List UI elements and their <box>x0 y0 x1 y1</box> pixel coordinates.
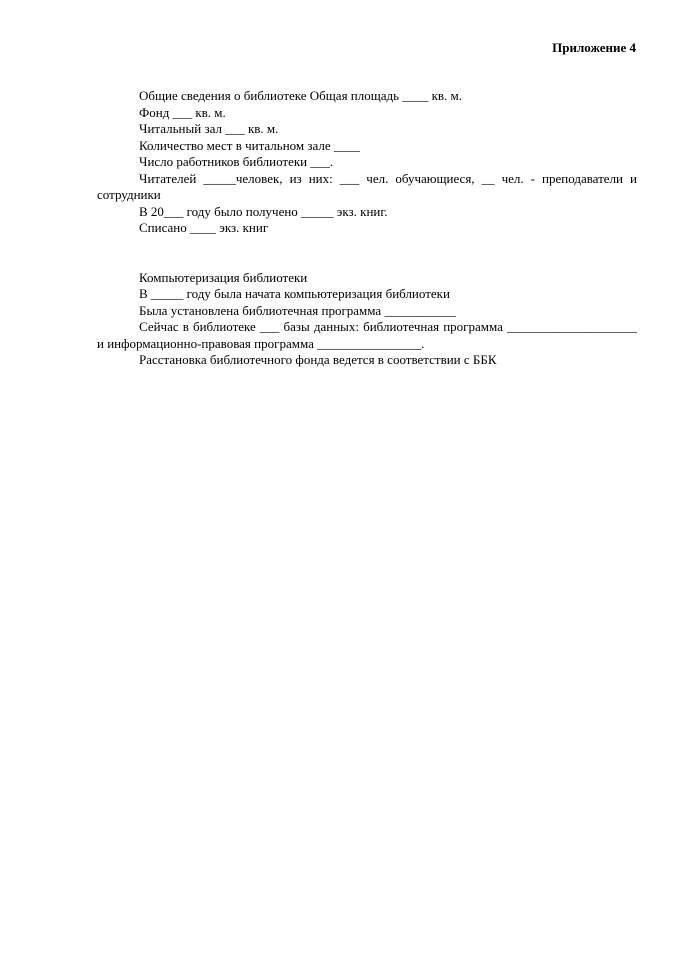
library-program-line: Была установлена библиотечная программа ___________ <box>139 302 456 318</box>
bbk-line: Расстановка библиотечного фонда ведется в соответствии с ББК <box>139 352 497 367</box>
seats-line: Количество мест в читальном зале ____ <box>139 137 360 153</box>
appendix-label: Приложение 4 <box>552 40 636 55</box>
databases-line: Сейчас в библиотеке ___ базы данных: библиотечная программа ____________________ и информационно-правовая программа ________________. <box>97 319 637 351</box>
computerization-section <box>97 270 637 369</box>
fund-line: Фонд ___ кв. м. <box>139 104 226 120</box>
general-area-line: Общие сведения о библиотеке Общая площадь ____ кв. м. <box>139 88 463 103</box>
received-books-line: В 20___ году было получено _____ экз. книг. <box>139 203 388 219</box>
computerization-heading: Компьютеризация библиотеки <box>139 269 308 285</box>
readers-line: Читателей _____человек, из них: ___ чел. обучающиеся, __ чел. - преподаватели и сотрудники <box>97 170 637 202</box>
document-body <box>97 88 637 369</box>
reading-room-line: Читальный зал ___ кв. м. <box>139 121 279 136</box>
written-off-line: Списано ____ экз. книг <box>139 220 269 235</box>
general-info-section <box>97 88 637 237</box>
computerization-start-line: В _____ году была начата компьютеризация библиотеки <box>139 286 450 301</box>
staff-line: Число работников библиотеки ___. <box>139 154 334 169</box>
section-spacer <box>97 237 637 270</box>
